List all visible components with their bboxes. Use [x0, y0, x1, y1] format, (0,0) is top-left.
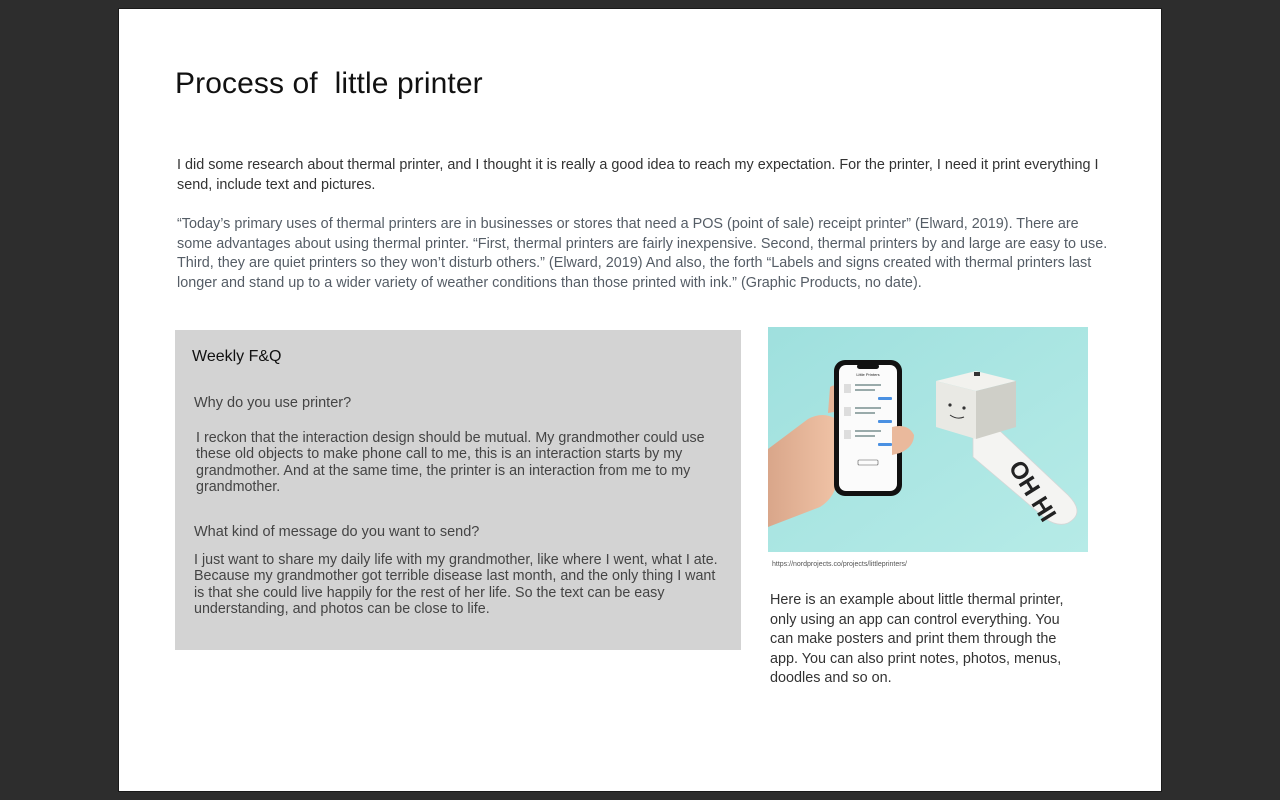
- image-caption: Here is an example about little thermal printer, only using an app can control everything. You can make posters and print them through the app. You can also print notes, photos, menus, doodles and so on.: [770, 592, 1064, 686]
- faq-answer-2: I just want to share my daily life with my grandmother, like where I went, what I ate. Because my grandmother got terrible disease last month, and the only thing I want is that she could live happily for the rest of her life. So the text can be easy understanding, and photos can be close to life.: [194, 552, 718, 617]
- faq-box: [175, 330, 741, 650]
- document-page: [119, 9, 1161, 791]
- phone-screen: [839, 365, 897, 491]
- quote-paragraph: “Today’s primary uses of thermal printers are in businesses or stores that need a POS (point of sale) receipt printer” (Elward, 2019). There are some advantages about using thermal printer. “First, thermal printers are fairly inexpensive. Second, thermal printers by and large are easy to use. Third, they are quiet printers so they won’t disturb others.” (Elward, 2019) And also, the forth “Labels and signs created with thermal printers last longer and stand up to a wider variety of weather conditions than those printed with ink.” (Graphic Products, no date).: [177, 216, 1108, 291]
- page-title: Process of little printer: [175, 67, 483, 100]
- intro-paragraph: I did some research about thermal printer, and I thought it is really a good idea to reach my expectation. For the printer, I need it print everything I send, include text and pictures.: [177, 157, 1099, 193]
- faq-question-2: What kind of message do you want to send?: [194, 524, 480, 540]
- app-title: Little Printers: [856, 372, 880, 377]
- paper-print-text: OH HI: [1002, 455, 1062, 527]
- image-credit: https://nordprojects.co/projects/littleprinters/: [772, 561, 908, 568]
- little-printer-photo: [768, 327, 1088, 552]
- faq-question-1: Why do you use printer?: [194, 395, 352, 411]
- faq-answer-1: I reckon that the interaction design should be mutual. My grandmother could use these old objects to make phone call to me, this is an interaction starts by my grandmother. And at the same time, the printer is an interaction from me to my grandmother.: [196, 430, 705, 495]
- faq-title: Weekly F&Q: [192, 348, 282, 365]
